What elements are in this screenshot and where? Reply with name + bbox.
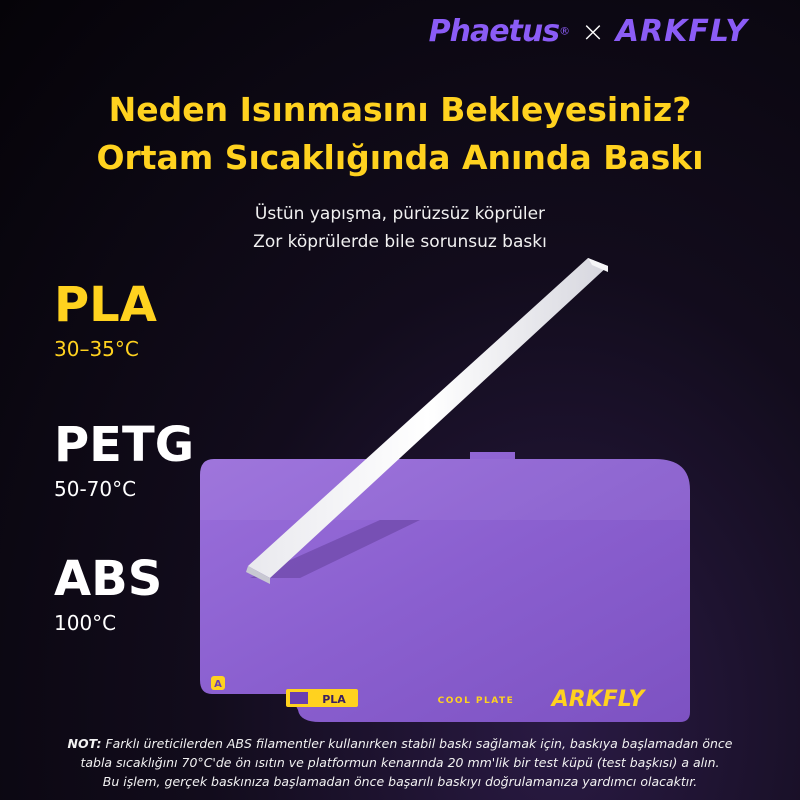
footnote-line-2: tabla sıcaklığını 70°C'de ön ısıtın ve platformun kenarında 20 mm'lik bir test küpü (test başkısı) a alın.	[80, 755, 720, 770]
material-name: PETG	[54, 417, 195, 473]
plate-corner-tag-text: A	[214, 679, 222, 690]
footnote	[30, 734, 770, 791]
headline-line-2: Ortam Sıcaklığında Anında Baskı	[96, 138, 704, 177]
arkfly-logo: ARKFLY	[615, 14, 748, 49]
material-abs	[54, 552, 162, 636]
footnote-text-1: Farklı üreticilerden ABS filamentler kullanırken stabil baskı sağlamak için, baskıya başlamadan önce	[105, 736, 733, 751]
footnote-line-1	[30, 734, 770, 753]
footnote-line-3: Bu işlem, gerçek baskınıza başlamadan önce başarılı baskıyı doğrulamanıza yardımcı olacaktır.	[102, 774, 698, 789]
brand-separator: ×	[581, 15, 605, 48]
subheadline-line-1: Üstün yapışma, pürüzsüz köprüler	[254, 204, 546, 224]
material-pla	[54, 278, 157, 362]
material-petg	[54, 418, 194, 502]
plate-brand-text: ARKFLY	[551, 687, 645, 712]
phaetus-logo: Phaetus	[428, 14, 560, 49]
plate-cool-plate-label: COOL PLATE	[437, 696, 515, 706]
footnote-label: NOT:	[67, 736, 102, 751]
subheadline-line-2: Zor köprülerde bile sorunsuz baskı	[253, 232, 547, 252]
material-temperature: 100°C	[54, 611, 117, 635]
registered-mark: ®	[559, 24, 571, 38]
plate-pla-badge-text: PLA	[322, 693, 346, 706]
headline-line-1: Neden Isınmasını Bekleyesiniz?	[108, 90, 692, 129]
material-name: PLA	[54, 277, 157, 333]
material-temperature: 50-70°C	[54, 477, 137, 501]
material-temperature: 30–35°C	[54, 337, 139, 361]
material-name: ABS	[54, 551, 163, 607]
